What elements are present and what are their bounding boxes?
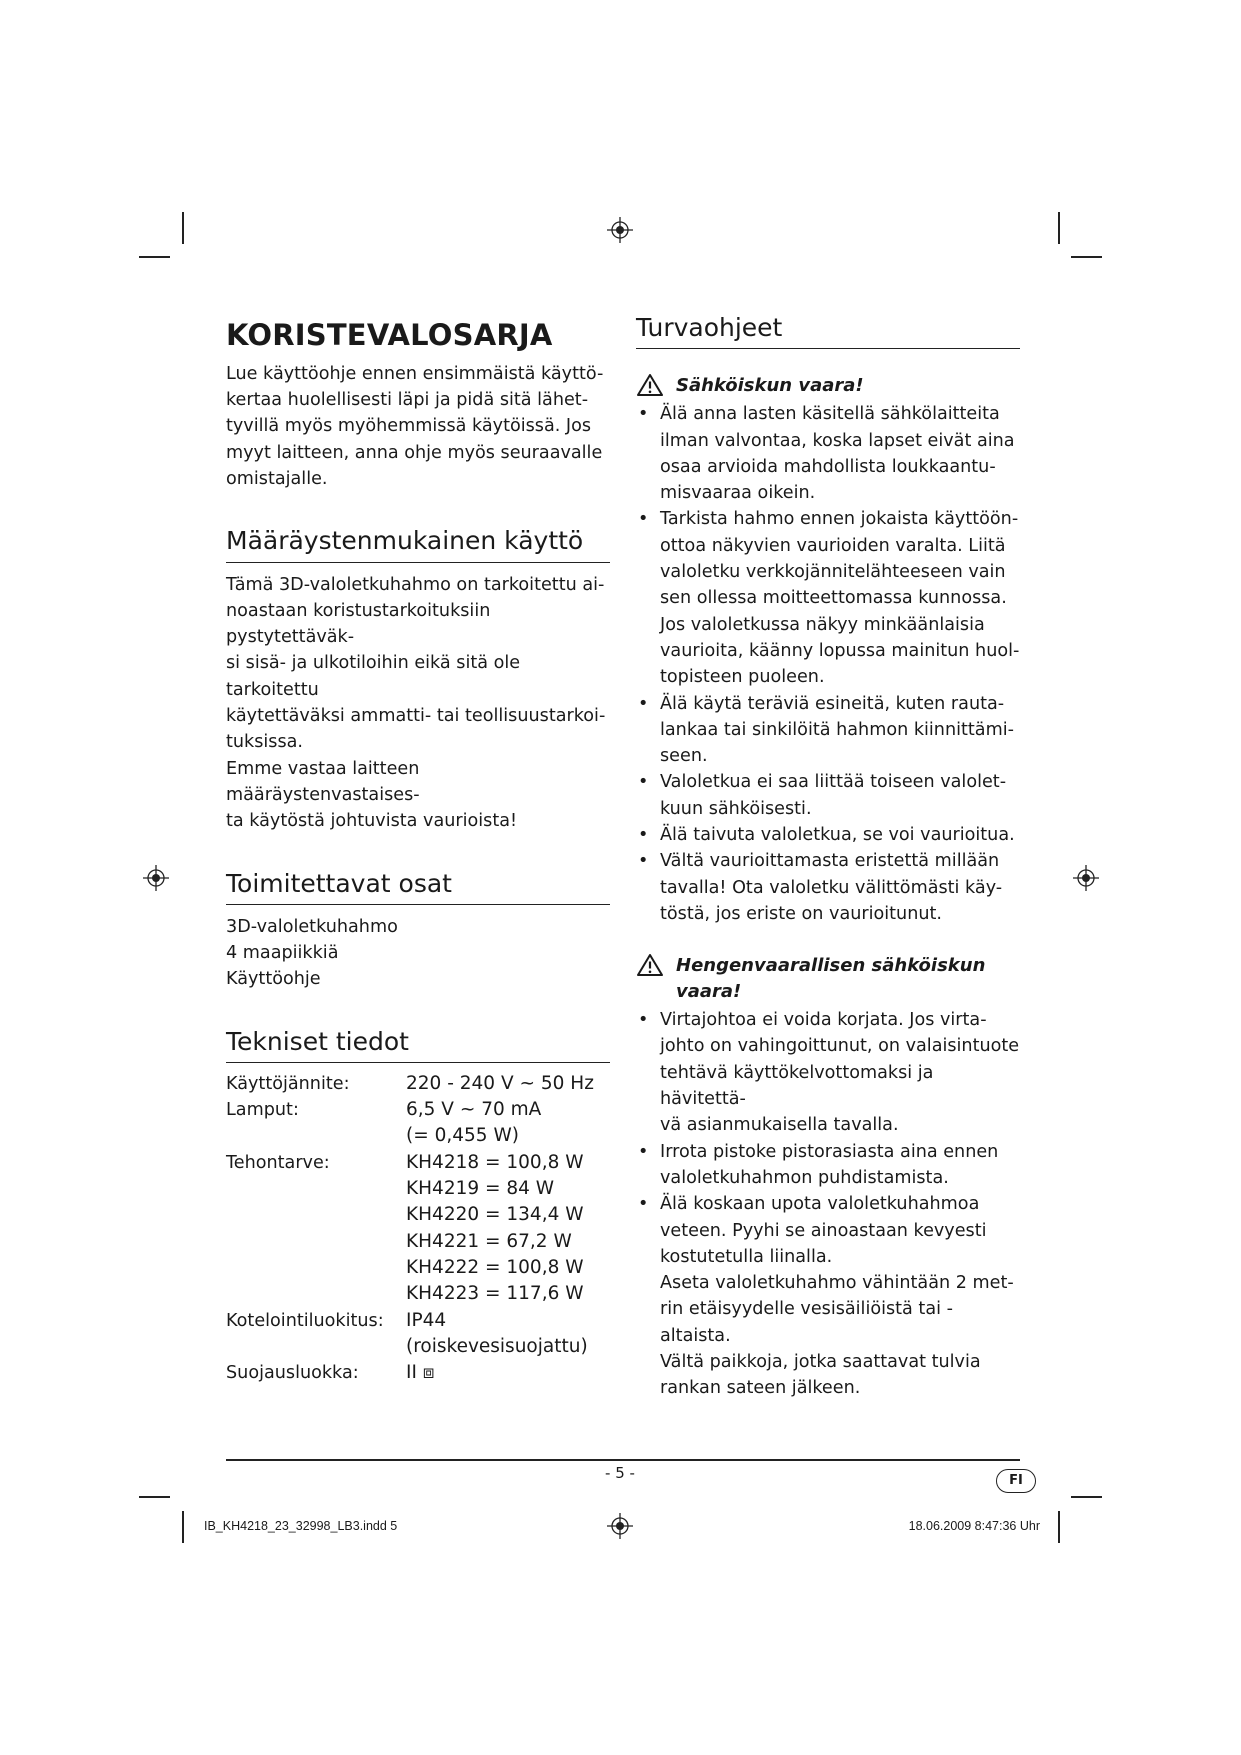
print-slug-timestamp: 18.06.2009 8:47:36 Uhr <box>908 1519 1040 1533</box>
list-item: • Vältä vaurioittamasta eristettä millään tavalla! Ota valoletku välittömästi käy- töstä, jos eriste on vaurioitunut. <box>636 848 1020 927</box>
table-row: Suojausluokka: II ⧈ <box>226 1362 435 1384</box>
list-item: • Älä käytä teräviä esineitä, kuten rauta- lankaa tai sinkilöitä hahmon kiinnittämi- seen. <box>636 691 1020 770</box>
warning-title: Hengenvaarallisen sähköiskun vaara! <box>676 955 986 1003</box>
intended-use-paragraph: Tämä 3D-valoletkuhahmo on tarkoitettu ai- noastaan koristustarkoituksiin pystytettäväk- si sisä- ja ulkotiloihin eikä sitä ole tarkoitettu käytettäväksi ammatti- tai teollisuustarkoi- tuksissa. Emme vastaa laitteen määräystenvastaises- ta käytöstä johtuvista vaurioista! <box>226 574 606 832</box>
table-row: KH4222 = 100,8 W <box>406 1256 584 1278</box>
section-heading-safety: Turvaohjeet <box>636 312 1020 349</box>
section-heading-package-contents: Toimitettavat osat <box>226 868 610 905</box>
table-row: (= 0,455 W) <box>406 1125 519 1147</box>
list-item: • Tarkista hahmo ennen jokaista käyttöön- ottoa näkyvien vaurioiden varalta. Liitä valoletku verkkojännitelähteeseen vain sen ollessa moitteettomassa kunnossa. Jos valoletkussa näkyy minkäänlaisia vaurioita, käänny lopussa mainitun huol- topisteen puoleen. <box>636 506 1020 690</box>
warning-heading-electric-shock <box>636 373 1020 399</box>
crop-mark-top-left-horizontal <box>139 256 170 258</box>
table-row: (roiskevesisuojattu) <box>406 1335 588 1357</box>
list-item: • Valoletkua ei saa liittää toiseen valolet- kuun sähköisesti. <box>636 769 1020 822</box>
list-item: • Älä taivuta valoletkua, se voi vaurioitua. <box>636 822 1020 848</box>
crop-mark-top-right-horizontal <box>1071 256 1102 258</box>
print-slug-filename: IB_KH4218_23_32998_LB3.indd 5 <box>204 1519 398 1533</box>
language-badge: FI <box>996 1469 1036 1493</box>
list-item: • Älä koskaan upota valoletkuhahmoa veteen. Pyyhi se ainoastaan kevyesti kostutetulla liinalla. Aseta valoletkuhahmo vähintään 2 met- rin etäisyydelle vesisäiliöistä tai -altaista. Vältä paikkoja, jotka saattavat tulvia rankan sateen jälkeen. <box>636 1191 1020 1401</box>
warning-triangle-icon <box>636 373 664 397</box>
footer-divider <box>226 1459 1020 1461</box>
page-number: - 5 - <box>605 1464 635 1482</box>
list-item: • Virtajohtoa ei voida korjata. Jos virta- johto on vahingoittunut, on valaisintuote tehtävä käyttökelvottomaksi ja hävitettä- vä asianmukaisella tavalla. <box>636 1007 1020 1138</box>
left-column <box>226 318 610 1386</box>
table-row: KH4221 = 67,2 W <box>406 1230 572 1252</box>
page-title: KORISTEVALOSARJA <box>226 318 553 352</box>
section-heading-intended-use: Määräystenmukainen käyttö <box>226 525 610 562</box>
list-item: 3D-valoletkuhahmo <box>226 916 398 937</box>
intro-paragraph: Lue käyttöohje ennen ensimmäistä käyttö- kertaa huolellisesti läpi ja pidä sitä lähet- tyvillä myös myöhemmissä käytöissä. Jos myyt laitteen, anna ohje myös seuraavalle omistajalle. <box>226 363 604 489</box>
table-row: Tehontarve: KH4218 = 100,8 W <box>226 1151 584 1173</box>
list-item: 4 maapiikkiä <box>226 943 339 964</box>
fatal-shock-bullet-list <box>636 1007 1020 1401</box>
package-contents-list <box>226 914 610 993</box>
warning-title: Sähköiskun vaara! <box>676 375 864 397</box>
crop-mark-bottom-right-horizontal <box>1071 1496 1102 1498</box>
registration-mark-right-icon <box>1073 865 1099 891</box>
table-row: Käyttöjännite: 220 - 240 V ~ 50 Hz <box>226 1072 594 1094</box>
warning-triangle-icon <box>636 953 664 977</box>
registration-mark-left-icon <box>143 865 169 891</box>
technical-data-table <box>226 1071 594 1387</box>
crop-mark-top-left-vertical <box>182 212 184 244</box>
registration-mark-top-icon <box>607 217 633 243</box>
list-item: • Irrota pistoke pistorasiasta aina ennen valoletkuhahmon puhdistamista. <box>636 1139 1020 1192</box>
crop-mark-bottom-left-horizontal <box>139 1496 170 1498</box>
table-row: KH4223 = 117,6 W <box>406 1283 584 1305</box>
crop-mark-top-right-vertical <box>1058 212 1060 244</box>
list-item: • Älä anna lasten käsitellä sähkölaitteita ilman valvontaa, koska lapset eivät aina osaa arvioida mahdollista loukkaantu- misvaaraa oikein. <box>636 401 1020 506</box>
table-row: Lamput: 6,5 V ~ 70 mA <box>226 1099 542 1121</box>
registration-mark-bottom-icon <box>607 1513 633 1539</box>
table-row: Kotelointiluokitus: IP44 <box>226 1309 447 1331</box>
warning-heading-fatal-electric-shock <box>636 953 1020 1005</box>
table-row: KH4219 = 84 W <box>406 1178 555 1200</box>
electric-shock-bullet-list <box>636 401 1020 927</box>
section-heading-technical-data: Tekniset tiedot <box>226 1026 610 1063</box>
list-item: Käyttöohje <box>226 969 321 990</box>
crop-mark-bottom-right-vertical <box>1058 1511 1060 1543</box>
crop-mark-bottom-left-vertical <box>182 1511 184 1543</box>
table-row: KH4220 = 134,4 W <box>406 1204 584 1226</box>
right-column <box>636 312 1020 1402</box>
